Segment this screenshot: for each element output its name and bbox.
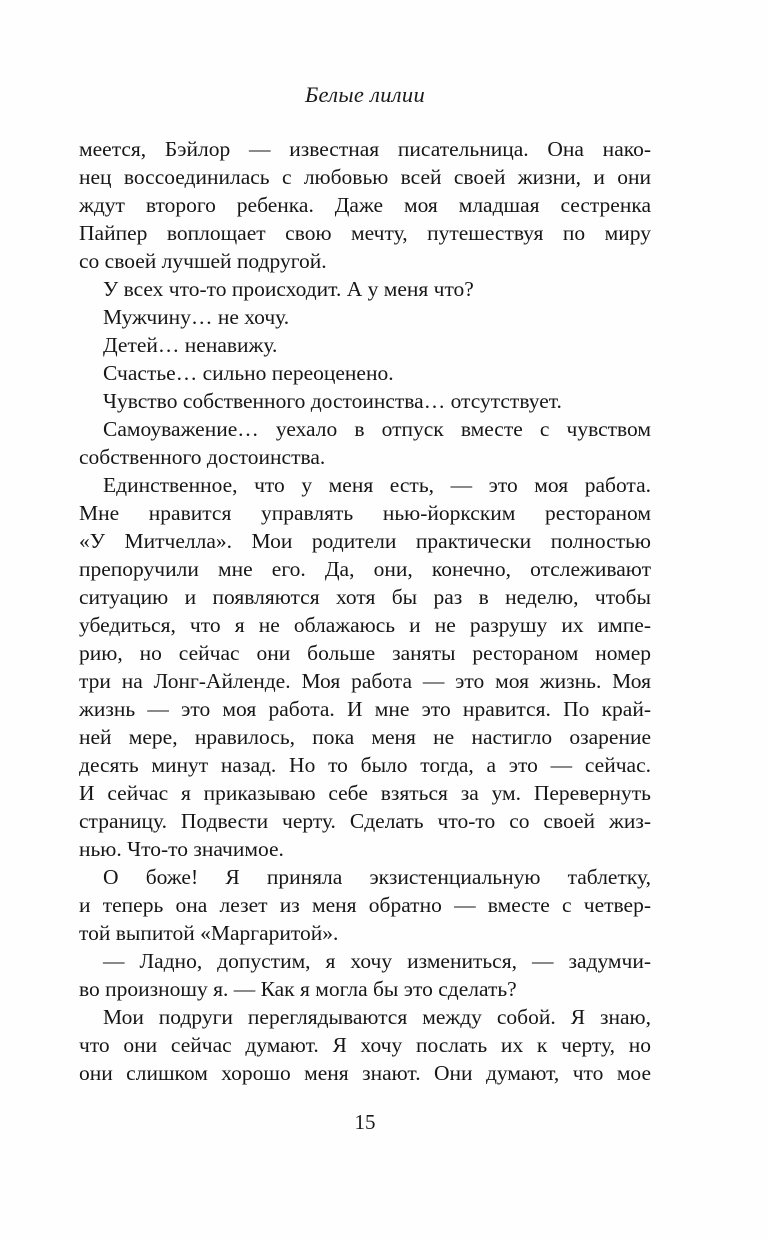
text-line: И сейчас я приказываю себе взяться за ум. Перевернуть: [79, 781, 651, 805]
text-line: той выпитой «Маргаритой».: [79, 921, 339, 945]
running-header: Белые лилии: [304, 82, 426, 107]
text-line: и теперь она лезет из меня обратно — вместе с четвер-: [79, 893, 651, 917]
text-line: убедиться, что я не облажаюсь и не разрушу их импе-: [79, 613, 651, 637]
text-line: Детей… ненавижу.: [103, 333, 278, 357]
text-line: страницу. Подвести черту. Сделать что-то со своей жиз-: [79, 809, 651, 833]
text-line: Мне нравится управлять нью-йоркским рестораном: [79, 501, 651, 525]
text-line: Мужчину… не хочу.: [103, 305, 290, 329]
text-line: нец воссоединилась с любовью всей своей жизни, и они: [79, 165, 651, 189]
text-line: собственного достоинства.: [79, 445, 326, 469]
text-block: [79, 135, 651, 1087]
text-line: ждут второго ребенка. Даже моя младшая сестренка: [79, 193, 651, 217]
text-line: ситуацию и появляются хотя бы раз в неделю, чтобы: [79, 585, 651, 609]
text-line: Счастье… сильно переоценено.: [103, 361, 394, 385]
text-line: три на Лонг-Айленде. Моя работа — это моя жизнь. Моя: [79, 669, 651, 693]
text-line: жизнь — это моя работа. И мне это нравится. По край-: [79, 697, 651, 721]
text-line: Единственное, что у меня есть, — это моя работа.: [103, 473, 651, 497]
text-line: со своей лучшей подругой.: [79, 249, 327, 273]
page-number: 15: [354, 1110, 376, 1134]
text-line: ней мере, нравилось, пока меня не настигло озарение: [79, 725, 651, 749]
text-line: десять минут назад. Но то было тогда, а это — сейчас.: [79, 753, 651, 777]
text-line: препоручили мне его. Да, они, конечно, отслеживают: [79, 557, 651, 581]
text-line: Чувство собственного достоинства… отсутствует.: [103, 389, 562, 413]
text-line: У всех что-то происходит. А у меня что?: [103, 277, 474, 301]
text-line: — Ладно, допустим, я хочу измениться, — задумчи-: [103, 949, 651, 973]
text-line: О боже! Я приняла экзистенциальную таблетку,: [103, 865, 651, 889]
text-line: рию, но сейчас они больше заняты рестораном номер: [79, 641, 651, 665]
text-line: во произношу я. — Как я могла бы это сделать?: [79, 977, 517, 1001]
text-line: нью. Что-то значимое.: [79, 837, 284, 861]
text-line: «У Митчелла». Мои родители практически полностью: [79, 529, 651, 553]
text-line: меется, Бэйлор — известная писательница. Она нако-: [79, 137, 651, 161]
text-line: Пайпер воплощает свою мечту, путешествуя по миру: [79, 221, 651, 245]
text-line: они слишком хорошо меня знают. Они думают, что мое: [79, 1061, 651, 1085]
text-line: что они сейчас думают. Я хочу послать их к черту, но: [79, 1033, 651, 1057]
text-line: Мои подруги переглядываются между собой. Я знаю,: [103, 1005, 651, 1029]
text-line: Самоуважение… уехало в отпуск вместе с чувством: [103, 417, 651, 441]
